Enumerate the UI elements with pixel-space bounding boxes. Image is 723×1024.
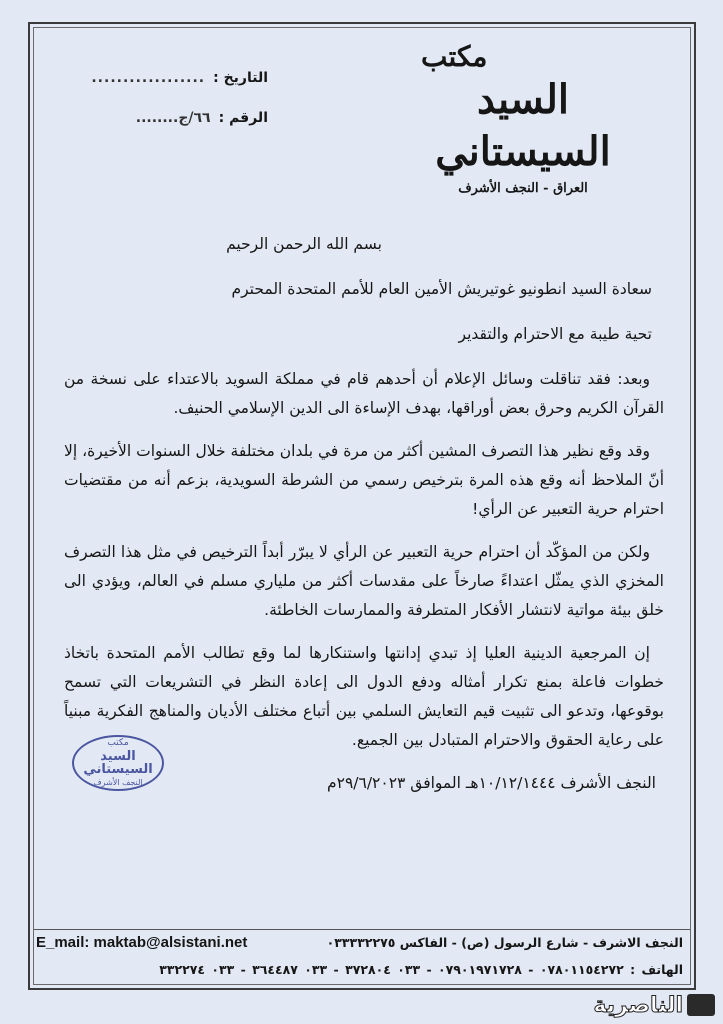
date-value: .................. [91, 70, 206, 86]
reference-block [78, 70, 268, 150]
greeting-line: تحية طيبة مع الاحترام والتقدير [458, 325, 652, 343]
paragraph-2: وقد وقع نظير هذا التصرف المشين أكثر من مرة في بلدان مختلفة خلال السنوات الأخيرة، إلا أنّ الملاحظ أنه وقع هذه المرة بترخيص رسمي من الشرطة السويدية، بزعم أنه من مقتضيات احترام حرية التعبير عن الرأي! [64, 442, 664, 518]
watermark-logo [583, 990, 715, 1020]
paragraph-3: ولكن من المؤكّد أن احترام حرية التعبير عن الرأي لا يبرّر أبداً الترخيص في مثل هذا التصرف المخزي الذي يمثّل اعتداءً صارخاً على مقدسات أكثر من ملياري مسلم في العالم، ويؤدي الى خلق بيئة مواتية لانتشار الأفكار المتطرفة والممارسات الخاطئة. [64, 543, 664, 619]
footer-phones: الهاتف : ٠٧٨٠١١٥٤٢٧٢ - ٠٧٩٠١٩٧١٧٢٨ - ٠٣٣ ٣٧٢٨٠٤ - ٠٣٣ ٣٦٤٤٨٧ - ٠٣٣ ٣٣٢٢٧٤ [159, 962, 683, 977]
footer-address: النجف الاشرف - شارع الرسول (ص) - الفاكس ٠٣٣٣٣٢٢٧٥ [326, 935, 683, 950]
paragraph-4: إن المرجعية الدينية العليا إذ تبدي إدانتها واستنكارها لما وقع تطالب الأمم المتحدة باتخاذ خطوات فاعلة بمنع تكرار أمثاله ودفع الدول الى إعادة النظر في التشريعات التي تسمح بوقوعها، وتدعو الى تثبيت قيم التعايش السلمي بين أتباع مختلف الأديان والمناهج الفكرية مبنياً على رعاية الحقوق والاحترام المتبادل بين الجميع. [64, 644, 664, 749]
number-label: الرقم : [218, 110, 268, 126]
letterhead [393, 40, 653, 196]
watermark-text: الناصرية [593, 992, 683, 1018]
office-location: العراق - النجف الأشرف [458, 181, 588, 196]
office-word: مكتب [421, 40, 488, 73]
date-row [78, 70, 268, 110]
number-row [78, 110, 268, 150]
recipient-line: سعادة السيد انطونيو غوتيريش الأمين العام للأمم المتحدة المحترم [231, 280, 652, 298]
number-value: ٦٦/ج........ [135, 110, 211, 126]
basmala: بسم الله الرحمن الرحيم [226, 235, 382, 253]
footer-divider [34, 929, 690, 930]
date-place-line: النجف الأشرف ١٠/١٢/١٤٤٤هـ الموافق ٢٩/٦/٢٠٢٣م [327, 774, 656, 792]
office-name: السيد السيستاني [435, 76, 611, 175]
seal-line-1: مكتب [107, 738, 129, 748]
watermark-badge-icon [687, 994, 715, 1016]
footer-email: E_mail: maktab@alsistani.net [36, 934, 248, 951]
seal-line-2: السيد السيستاني [83, 749, 153, 777]
seal-line-3: النجف الأشرف [93, 778, 143, 787]
office-seal-stamp [72, 735, 164, 791]
letter-body [64, 230, 664, 798]
date-label: التاريخ : [213, 70, 268, 86]
paragraph-1: وبعد: فقد تناقلت وسائل الإعلام أن أحدهم قام في مملكة السويد بالاعتداء على نسخة من القرآن الكريم وحرق بعض أوراقها، بهدف الإساءة الى الدين الإسلامي الحنيف. [64, 370, 664, 417]
